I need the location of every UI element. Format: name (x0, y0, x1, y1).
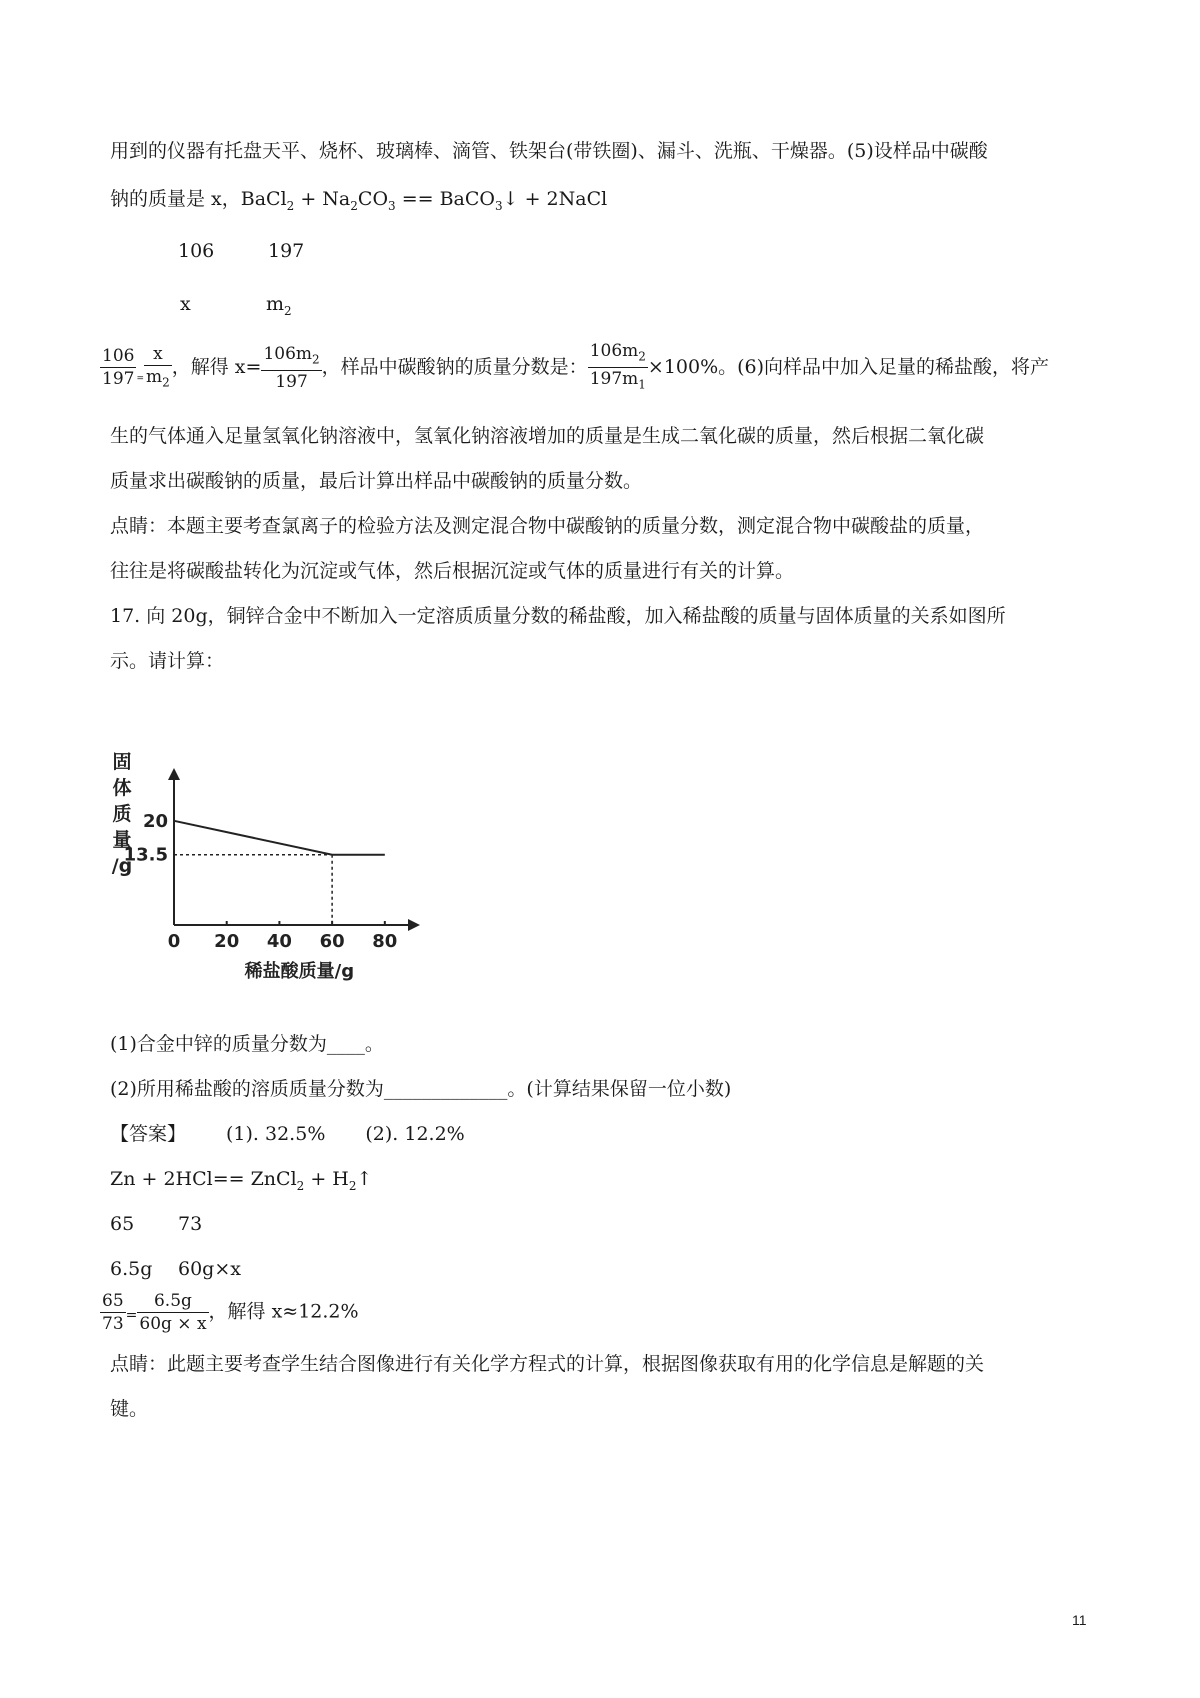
variable-value: $m_2$ (266, 293, 292, 318)
proportion-formula-line: $\frac{65}{73}$ = $\frac{6.5g}{60g \times x}$ ，解得 x≈12.2% (102, 1291, 359, 1334)
answer-line (110, 1120, 465, 1148)
x-tick-label: 80 (372, 931, 398, 952)
reaction-equation-line: 钠的质量是 x，BaCl$_2$ + $Na_2CO_3$ == BaCO$_3$↓ + 2NaCl (110, 188, 608, 213)
comment-line: 往往是将碳酸盐转化为沉淀或气体，然后根据沉淀或气体的质量进行有关的计算。 (110, 560, 795, 582)
fraction: $\frac{106m_2}{197m_1}$ (589, 341, 646, 392)
y-axis-label-char: 量 (112, 829, 132, 851)
variable-value: 6.5g (110, 1258, 153, 1280)
sub-question: (2)所用稀盐酸的溶质质量分数为_____________。(计算结果保留一位小数) (110, 1078, 732, 1100)
y-axis-label-char: 固 (112, 751, 132, 773)
x-axis-arrow (408, 919, 420, 931)
page-number: 11 (1072, 1612, 1087, 1628)
fraction: $\frac{x}{m_2}$ (146, 343, 170, 390)
variable-value: x (180, 293, 191, 315)
y-axis-arrow (168, 768, 180, 780)
series-line (174, 821, 385, 855)
answer-value: (2). 12.2% (365, 1123, 465, 1145)
comment-line: 点睛：本题主要考查氯离子的检验方法及测定混合物中碳酸钠的质量分数，测定混合物中碳酸盐的质量， (110, 515, 985, 537)
answer-label: 【答案】 (110, 1123, 187, 1145)
reaction-equation-line: Zn + 2HCl== ZnCl$_2$ + $H_2↑$ (110, 1168, 373, 1193)
y-axis-label-char: 体 (112, 777, 132, 799)
paragraph-line: 生的气体通入足量氢氧化钠溶液中，氢氧化钠溶液增加的质量是生成二氧化碳的质量，然后根据二氧化碳 (110, 425, 985, 447)
molar-mass-value: 197 (268, 240, 305, 262)
proportion-formula-line: $\frac{106}{197}$ $_=$ $\frac{x}{m_2}$ ，解得 x= $\frac{106m_2}{197}$ ，样品中碳酸钠的质量分数是： $\frac{106m_2}{197m_1}$ ×100%。(6)向样品中加入足量的稀盐酸，将产 (100, 340, 1049, 396)
x-tick-label: 0 (167, 931, 181, 952)
fraction: $\frac{6.5g}{60g \times x}$ (139, 1291, 207, 1334)
x-tick-label: 20 (214, 931, 240, 952)
molar-mass-value: 73 (178, 1213, 203, 1235)
question-line: 17. 向 20g，铜锌合金中不断加入一定溶质质量分数的稀盐酸，加入稀盐酸的质量与固体质量的关系如图所 (110, 605, 1006, 627)
x-tick-label: 40 (266, 931, 292, 952)
y-tick-label: 13.5 (123, 844, 168, 866)
solid-mass-chart (108, 750, 468, 1015)
x-tick-label: 60 (319, 931, 345, 952)
fraction: $\frac{106m_2}{197}$ (263, 343, 320, 393)
fraction: $\frac{106}{197}$ (102, 346, 135, 390)
paragraph-line: 质量求出碳酸钠的质量，最后计算出样品中碳酸钠的质量分数。 (110, 470, 643, 492)
comment-line: 点睛：此题主要考查学生结合图像进行有关化学方程式的计算，根据图像获取有用的化学信息是解题的关 (110, 1353, 985, 1375)
sub-question: (1)合金中锌的质量分数为____。 (110, 1033, 384, 1055)
answer-value: (1). 32.5% (226, 1123, 326, 1145)
x-axis-label: 稀盐酸质量/g (244, 961, 355, 982)
fraction: $\frac{65}{73}$ (102, 1291, 124, 1334)
variable-value: 60g×x (178, 1258, 241, 1280)
molar-mass-value: 65 (110, 1213, 135, 1235)
y-axis-label-char: /g (111, 855, 133, 877)
y-tick-label: 20 (142, 810, 168, 832)
comment-line: 键。 (110, 1398, 149, 1420)
paragraph-line: 用到的仪器有托盘天平、烧杯、玻璃棒、滴管、铁架台(带铁圈)、漏斗、洗瓶、干燥器。(5)设样品中碳酸 (110, 140, 988, 162)
question-line: 示。请计算： (110, 650, 225, 672)
y-axis-label-char: 质 (112, 803, 132, 825)
molar-mass-value: 106 (178, 240, 215, 262)
